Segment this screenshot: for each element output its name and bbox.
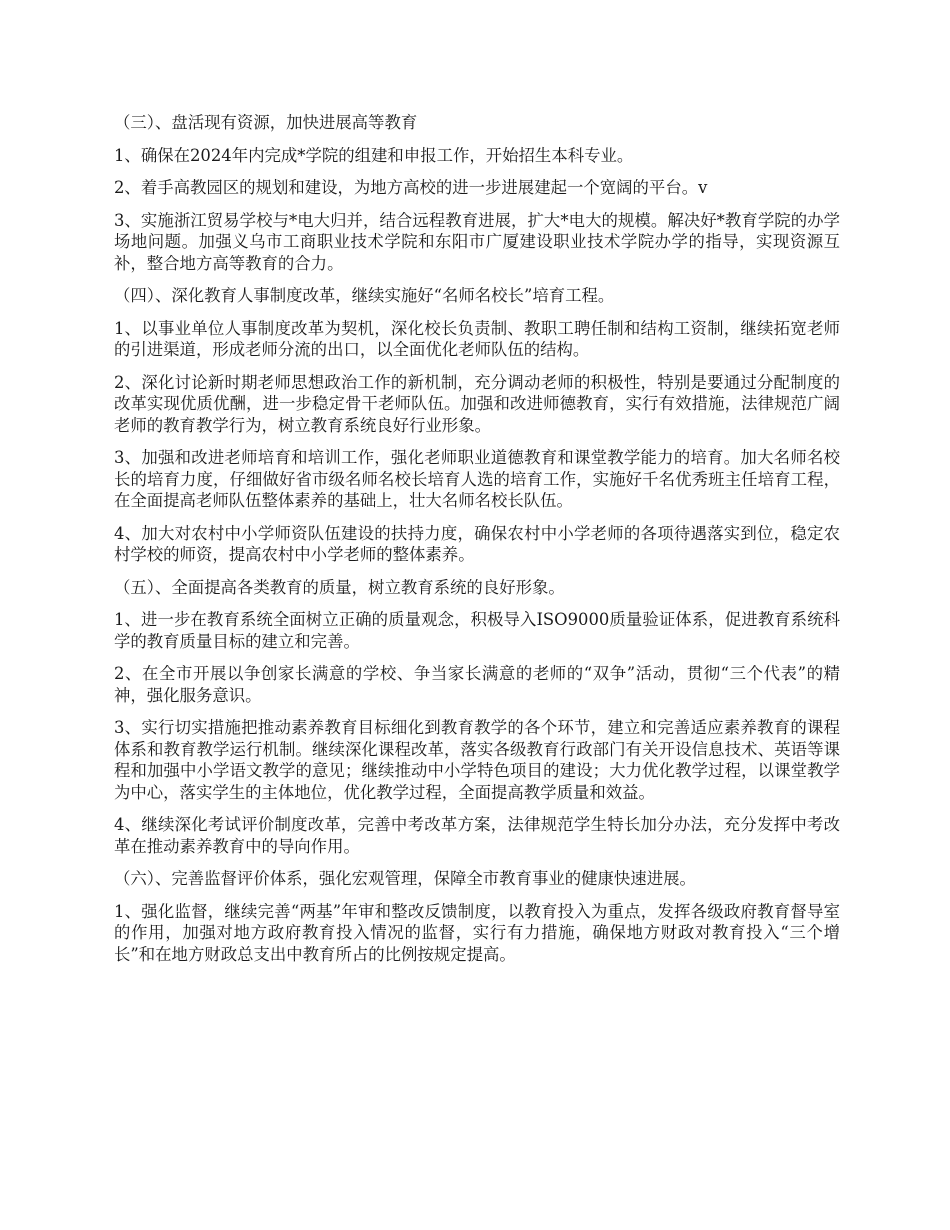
- paragraph: 2、着手高教园区的规划和建设，为地方高校的进一步进展建起一个宽阔的平台。v: [114, 178, 708, 197]
- paragraph: 3、实施浙江贸易学校与*电大归并，结合远程教育进展，扩大*电大的规模。解决好*教育学院的办学场地问题。加强义乌市工商职业技术学院和东阳市广厦建设职业技术学院办学的指导，实现资源互补，整合地方高等教育的合力。: [114, 210, 840, 273]
- paragraph: 4、加大对农村中小学师资队伍建设的扶持力度，确保农村中小学老师的各项待遇落实到位，稳定农村学校的师资，提高农村中小学老师的整体素养。: [114, 523, 840, 564]
- paragraph: 1、以事业单位人事制度改革为契机，深化校长负责制、教职工聘任制和结构工资制，继续拓宽老师的引进渠道，形成老师分流的出口，以全面优化老师队伍的结构。: [114, 318, 840, 359]
- paragraph: 3、实行切实措施把推动素养教育目标细化到教育教学的各个环节，建立和完善适应素养教育的课程体系和教育教学运行机制。继续深化课程改革，落实各级教育行政部门有关开设信息技术、英语等课程和加强中小学语文教学的意见；继续推动中小学特色项目的建设；大力优化教学过程，以课堂教学为中心，落实学生的主体地位，优化教学过程，全面提高教学质量和效益。: [114, 718, 840, 802]
- section-heading-5: （五）、全面提高各类教育的质量，树立教育系统的良好形象。: [114, 577, 565, 597]
- section-heading-3: （三）、盘活现有资源，加快进展高等教育: [114, 113, 418, 132]
- paragraph: 1、确保在2024年内完成*学院的组建和申报工作，开始招生本科专业。: [114, 145, 634, 165]
- paragraph: 2、在全市开展以争创家长满意的学校、争当家长满意的老师的“双争”活动，贯彻“三个代表”的精神，强化服务意识。: [114, 664, 840, 705]
- paragraph: 1、进一步在教育系统全面树立正确的质量观念，积极导入ISO9000质量验证体系，促进教育系统科学的教育质量目标的建立和完善。: [114, 610, 840, 651]
- document-body: [114, 112, 840, 976]
- paragraph: 2、深化讨论新时期老师思想政治工作的新机制，充分调动老师的积极性，特别是要通过分配制度的改革实现优质优酬，进一步稳定骨干老师队伍。加强和改进师德教育，实行有效措施，法律规范广阔老师的教育教学行为，树立教育系统良好行业形象。: [114, 372, 840, 435]
- paragraph: 4、继续深化考试评价制度改革，完善中考改革方案，法律规范学生特长加分办法，充分发挥中考改革在推动素养教育中的导向作用。: [114, 815, 840, 856]
- section-heading-6: （六）、完善监督评价体系，强化宏观管理，保障全市教育事业的健康快速进展。: [114, 869, 696, 888]
- paragraph: 1、强化监督，继续完善“两基”年审和整改反馈制度，以教育投入为重点，发挥各级政府教育督导室的作用，加强对地方政府教育投入情况的监督，实行有力措施，确保地方财政对教育投入“三个增长”和在地方财政总支出中教育所占的比例按规定提高。: [114, 901, 840, 964]
- section-heading-4: （四）、深化教育人事制度改革，继续实施好“名师名校长”培育工程。: [114, 286, 615, 305]
- paragraph: 3、加强和改进老师培育和培训工作，强化老师职业道德教育和课堂教学能力的培育。加大名师名校长的培育力度，仔细做好省市级名师名校长培育人选的培育工作，实施好千名优秀班主任培育工程，在全面提高老师队伍整体素养的基础上，壮大名师名校长队伍。: [114, 448, 840, 510]
